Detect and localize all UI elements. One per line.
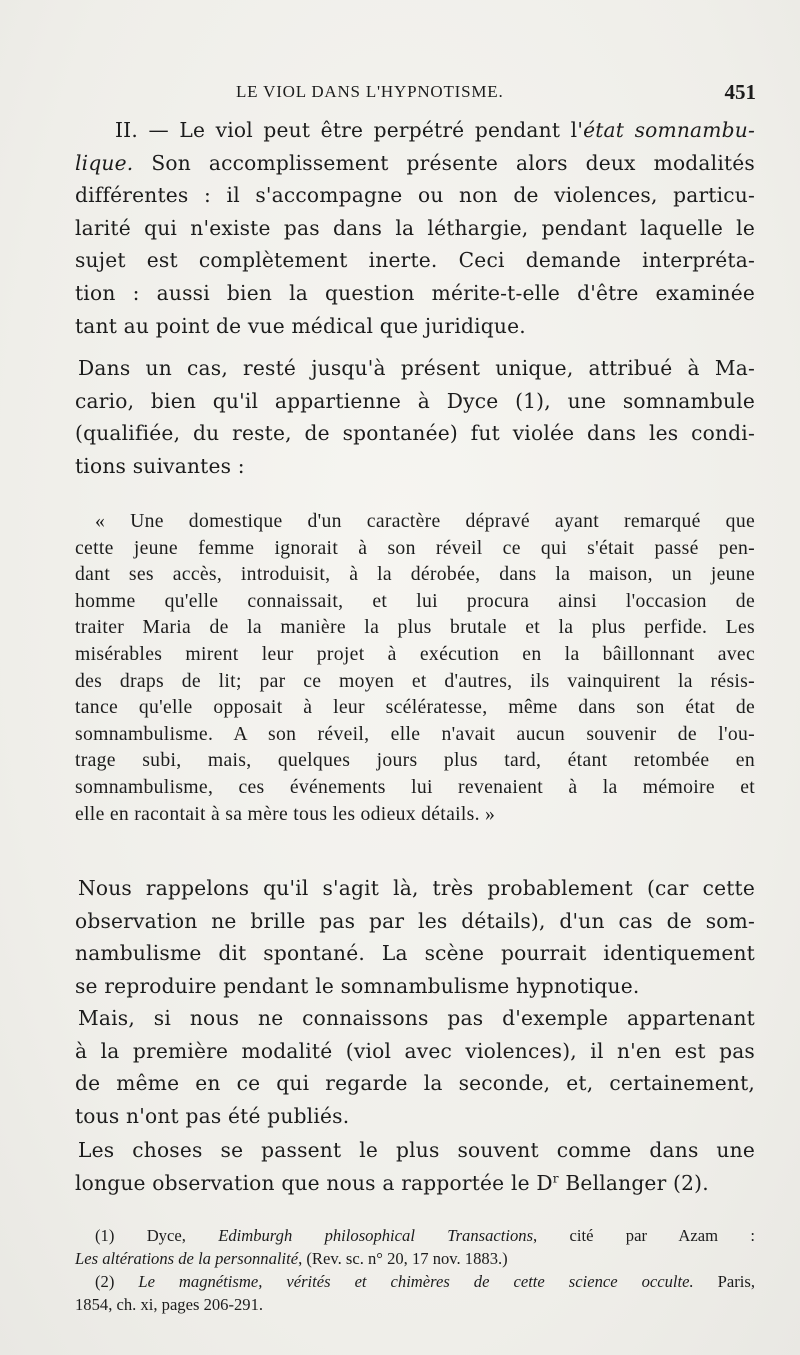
quote-line: misérables mirent leur projet à exécution en la bâillonnant avec — [75, 642, 755, 665]
text-line: Les choses se passent le plus souvent comme dans une — [78, 1138, 755, 1162]
quote-line: dant ses accès, introduisit, à la dérobée, dans la maison, un jeune — [75, 563, 755, 586]
footnote-1-line: Les altérations de la personnalité, (Rev. sc. n° 20, 17 nov. 1883.) — [75, 1249, 508, 1268]
page-header — [236, 80, 756, 110]
text-line: sujet est complètement inerte. Ceci demande interpréta- — [75, 248, 755, 273]
quote-line: cette jeune femme ignorait à son réveil ce qui s'était passé pen- — [75, 536, 755, 559]
text-line: tion : aussi bien la question mérite-t-elle d'être examinée — [75, 280, 755, 305]
quote-line: des draps de lit; par ce moyen et d'autres, ils vainquirent la résis- — [75, 669, 755, 692]
footnote-2-line: 1854, ch. xi, pages 206-291. — [75, 1295, 264, 1314]
text-line: Mais, si nous ne connaissons pas d'exemple appartenant — [78, 1006, 755, 1030]
footnote-1-line: (1) Dyce, Edimburgh philosophical Transactions, cité par Azam : — [95, 1226, 755, 1245]
quote-line: somnambulisme. A son réveil, elle n'avait aucun souvenir de l'ou- — [75, 722, 755, 745]
text-line: (qualifiée, du reste, de spontanée) fut violée dans les condi- — [75, 421, 755, 446]
footnotes — [75, 1224, 755, 1316]
paragraph-2 — [75, 352, 755, 482]
text-line: tions suivantes : — [75, 453, 245, 478]
text-line: tous n'ont pas été publiés. — [75, 1103, 350, 1128]
quote-line: homme qu'elle connaissait, et lui procura ainsi l'occasion de — [75, 589, 755, 612]
text-line: tant au point de vue médical que juridique. — [75, 313, 526, 338]
footnote-2-line: (2) Le magnétisme, vérités et chimères de cette science occulte. Paris, — [95, 1272, 755, 1291]
text-line: de même en ce qui regarde la seconde, et, certainement, — [75, 1071, 755, 1096]
quote-line: elle en racontait à sa mère tous les odieux détails. » — [75, 802, 496, 825]
paragraph-5 — [75, 1134, 755, 1199]
text-fragment: Son accomplissement présente alors deux modalités — [133, 150, 755, 175]
quote-line: trage subi, mais, quelques jours plus tard, étant retombée en — [75, 749, 755, 772]
text-line: longue observation que nous a rapportée le $D^r$ Bellanger (2). — [75, 1170, 709, 1195]
quote-line: tance qu'elle opposait à leur scélératesse, même dans son état de — [75, 696, 755, 719]
text-line: nambulisme dit spontané. La scène pourrait identiquement — [75, 941, 755, 966]
superscript: r — [552, 1171, 559, 1186]
text-line: Nous rappelons qu'il s'agit là, très probablement (car cette — [78, 876, 755, 900]
text-line: observation ne brille pas par les détails), d'un cas de som- — [75, 908, 755, 933]
text-line: Dans un cas, resté jusqu'à présent unique, attribué à Ma- — [78, 356, 755, 380]
paragraph-4 — [75, 1002, 755, 1132]
quote-line: « Une domestique d'un caractère dépravé ayant remarqué que — [95, 510, 755, 532]
text-line: à la première modalité (viol avec violences), il n'en est pas — [75, 1038, 755, 1063]
running-head: LE VIOL DANS L'HYPNOTISME. — [236, 82, 504, 101]
text-line: cario, bien qu'il appartienne à Dyce (1), une somnambule — [75, 388, 755, 413]
text-line: se reproduire pendant le somnambulisme hypnotique. — [75, 973, 640, 998]
text-line: différentes : il s'accompagne ou non de violences, particu- — [75, 183, 755, 208]
paragraph-1 — [75, 114, 755, 342]
quotation — [75, 508, 755, 827]
quote-line: traiter Maria de la manière la plus brutale et la plus perfide. Les — [75, 616, 755, 639]
paragraph-3 — [75, 872, 755, 1002]
text-line: larité qui n'existe pas dans la léthargie, pendant laquelle le — [75, 215, 755, 240]
page-number: 451 — [724, 80, 756, 104]
text-line: II. — Le viol peut être perpétré pendant l'état somnambu- — [115, 118, 755, 142]
quote-line: somnambulisme, ces événements lui revenaient à la mémoire et — [75, 775, 755, 798]
text-line: lique. Son accomplissement présente alors deux modalités — [75, 150, 755, 175]
